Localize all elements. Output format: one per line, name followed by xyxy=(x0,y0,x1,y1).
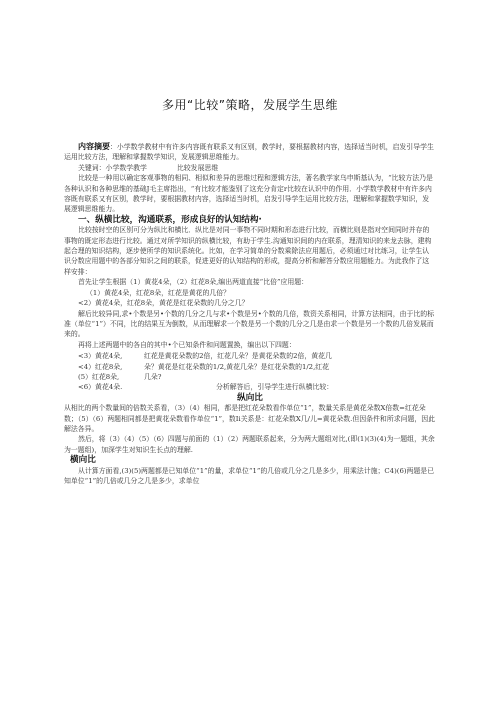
abstract-text: ：小学数学教材中有许多内容既有联系又有区别，教学时，要根据教材内容，选择适当时机，启发引导学生运用比较方法，理解和掌握数学知识，发展逻辑思维能力。 xyxy=(64,143,434,162)
subheading-vertical: 纵向比 xyxy=(237,392,263,403)
question-grid xyxy=(64,351,436,403)
question-1: （1）黄花4朵，红花8朵，红花是黄花的几倍？ xyxy=(86,288,231,297)
grid-desc-3: 几朵? xyxy=(144,372,162,381)
horizontal-paragraph: 从计算方面看,(3)(5)两题都是已知单位“1”的量，求单位“1”的几倍或几分之几是多少，用乘法计施；C4)(6)两题是已知单位“1”的几倍或几分之几是多少，求单位 xyxy=(64,466,435,485)
document-body xyxy=(64,142,436,486)
again-paragraph: 再将上述两题中的各自的其中•个已知条件和问题置换，编出以下四题： xyxy=(78,340,296,349)
grid-tail: 分析解答后，引导学生进行纵横比较： xyxy=(216,383,334,392)
keywords-value: 比较发展思维 xyxy=(176,163,219,172)
grid-label-5: (5）红花8朵, xyxy=(78,372,120,381)
grid-label-3: <3）黄花4朵, xyxy=(78,352,123,361)
keywords xyxy=(64,163,436,173)
abstract-label: 内容摘要 xyxy=(78,142,110,151)
intro-paragraph: 比较是一种用以确定客观事物的相同、相似和差异的思维过程和逻辑方法，著名教学家乌申斯基认为，“比较方法乃是各种认识和各种思维的基础J毛主席指出，“有比较才能鉴别了这充分肯定r比较在认识中的作用．小学数学教材中有许多内容既有联系又有区别，教学时，要根据教材内容，选择适当时机，启发引导学生运用比较方法，理解和掌握数学知识，发展逻辑思维能力。 xyxy=(64,174,433,214)
subheading-horizontal: 横向比 xyxy=(70,455,96,466)
first-step-paragraph: 首先让学生根据（1）黄花4朵，（2）红花8朵,编出两道直接“比倍”应用题： xyxy=(78,278,309,287)
grid-desc-1: 红花是黄花朵数的2倍，红花几朵？是黄花朵数的2倍，黄花几 xyxy=(144,352,332,361)
solve-paragraph: 解后比较异同,求•个数是另•个数的几分之几与求•个数是另•个数的几倍，数资关系相同，计算方法相同，由于比的标准（单位“1”）不同，比的结果互为倒数，从而理解求一个数是另一个数的几分之几是由求一个数是另一个数的几倍发展而来的。 xyxy=(64,309,435,339)
grid-label-4: <4）红花8朵, xyxy=(78,362,123,371)
grid-label-6: <6）黄花4朵. xyxy=(78,383,123,392)
abstract xyxy=(64,142,436,163)
question-2: <2）黄花4朵，红花8朵，黄花是红花朵数的几分之几？ xyxy=(78,299,249,308)
page-title: 多用“比较”策略，发展学生思维 xyxy=(162,98,338,112)
keywords-label: 关键词：小学数学教学 xyxy=(78,163,147,172)
section-heading-1: 一、纵横比较，沟通联系，形成良好的认知结构· xyxy=(78,214,262,225)
vertical-paragraph: 从相比的两个数量间的倍数关系看，（3）（4）相同，都是把红花朵数看作单位“1”，数量关系是黄花朵数X倍数=红花朵数；（5）（6）两题相同都是把黄花朵数看作单位“1”，数Ⅰi关系是：红花朵数X几/儿=黄花朵数.但因条件和所求问题，因此解法各异。 xyxy=(64,404,436,433)
grid-desc-2: 朵？黄花是红花朵数的1/2,黄花几朵？是红花朵数的1/2,红花 xyxy=(144,362,330,371)
section1-paragraph: 比较按时空的区别可分为纵比和横比．纵比是对同一事物不同时期和形态进行比较，而横比则是指对空间同时并存的事物的既定形态进行比较。通过对所学知识的纵横比较，有助于学生.沟通知识间的内在联系，理清知识的来龙去脉，建构起合理的知识结构，逐步使所学的知识系统化。比如，在学习简单的分数乘除法应用题后，必须通过对比练习，让学生认识分数应用题中的各部分知识之间的联系，促进更好的认知结构的形成，提高分析和解答分数应用题能力。为此我作了这样安排： xyxy=(64,226,432,276)
then-paragraph: 然后，将（3）（4）（5）（6）四题与前面的（1）（2）两题联系起来，分为两大题组对比,(即(1)(3)(4)为一题组，其余为一题组)，加深学生对知识生长点的理解. xyxy=(64,435,435,454)
